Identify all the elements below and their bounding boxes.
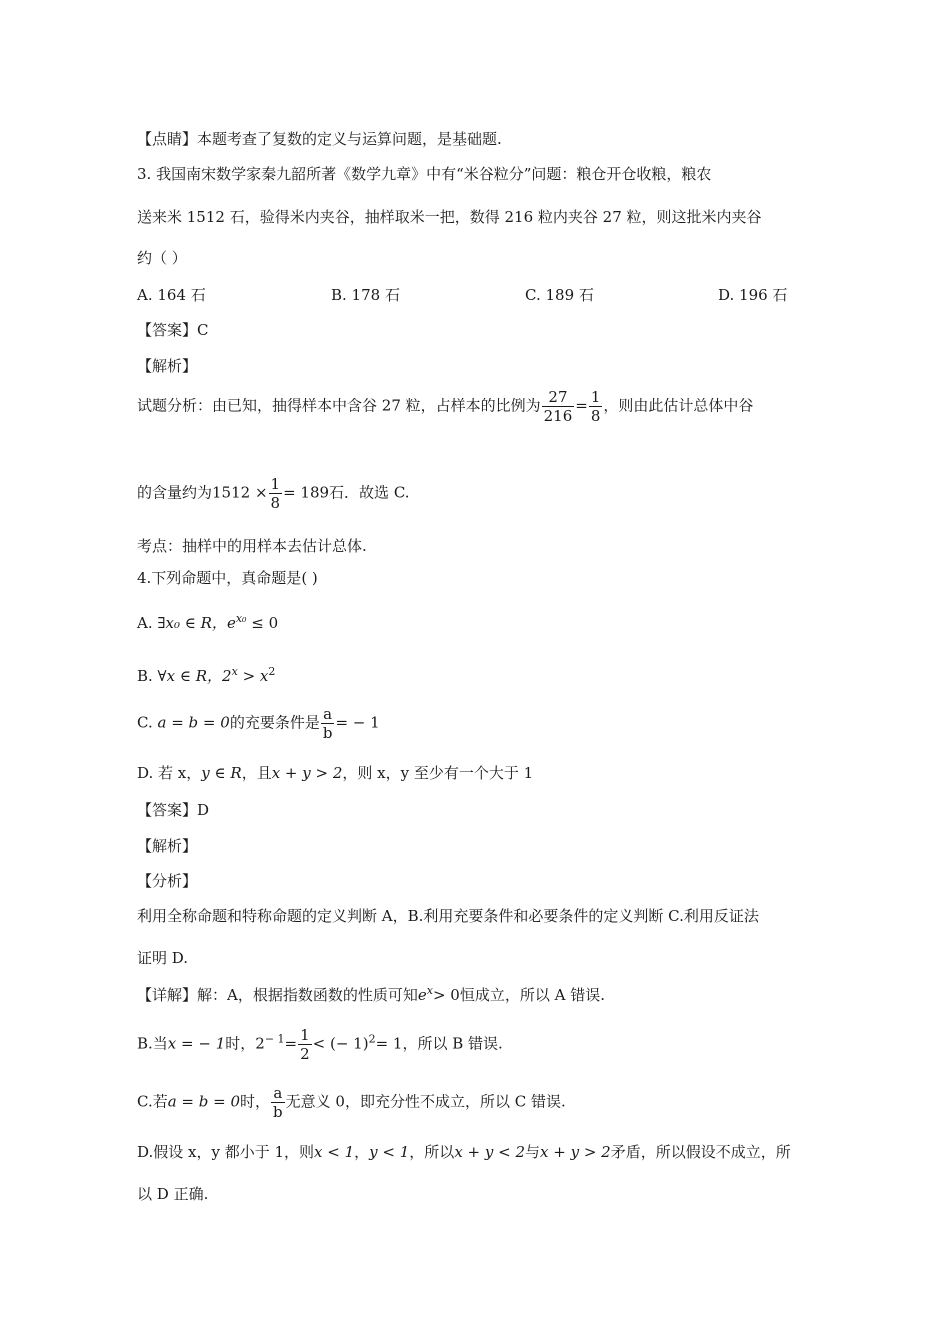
fraction-1-8 <box>269 475 283 512</box>
q4-option-c <box>137 705 380 742</box>
q3-option-c: C. 189 石 <box>525 286 594 304</box>
text-segment: 矛盾，所以假设不成立，所 <box>610 1143 791 1161</box>
question-3-line-2: 送来米 1512 石，验得米内夹谷，抽样取米一把，数得 216 粒内夹谷 27 粒，则这批米内夹谷 <box>137 208 762 226</box>
math-expression <box>227 614 247 632</box>
option-label: C. <box>137 713 153 732</box>
question-4-stem: 4.下列命题中，真命题是( ) <box>137 569 318 587</box>
fraction-1-8 <box>589 388 603 425</box>
math-expression: < (− 1) <box>312 1034 369 1053</box>
q4-option-a <box>137 612 278 633</box>
math-expression: ∃x₀ ∈ R， <box>157 614 227 632</box>
exponent: x <box>231 665 238 678</box>
math-expression: x + y < 2 <box>454 1143 525 1161</box>
option-label: B. ∀ <box>137 667 167 685</box>
math-expression: 2 <box>255 1034 265 1053</box>
text-segment: 的含量约为 <box>137 483 213 502</box>
exponent: x₀ <box>235 612 247 625</box>
text-segment: 时， <box>240 1092 271 1111</box>
text-segment: 无意义 0，即充分性不成立，所以 C 错误. <box>285 1092 566 1111</box>
fraction-denominator: b <box>322 724 333 742</box>
text-segment: 与 <box>525 1143 541 1161</box>
q3-analysis-line-1 <box>137 388 753 425</box>
text-segment: B.当 <box>137 1034 168 1053</box>
q4-fenxi-label: 【分析】 <box>137 872 198 890</box>
math-expression: a = b = 0 <box>167 1092 241 1111</box>
math-expression: 1512 × <box>212 483 268 502</box>
q4-solution-d-line-1 <box>137 1141 791 1162</box>
fraction-numerator: a <box>321 705 335 724</box>
equals-sign: = <box>575 396 588 415</box>
q3-option-a: A. 164 石 <box>137 286 206 304</box>
q3-option-b: B. 178 石 <box>331 286 400 304</box>
fraction-27-216 <box>542 388 575 425</box>
text-segment: 石．故选 C. <box>329 483 410 502</box>
text-segment: D.假设 x，y 都小于 1，则 <box>137 1143 315 1161</box>
option-label: D. 若 x， <box>137 764 202 782</box>
text-segment: ，则 x，y 至少有一个大于 1 <box>342 764 534 782</box>
fraction-a-b <box>271 1084 285 1121</box>
q3-analysis-text-post: ，则由此估计总体中谷 <box>603 396 754 415</box>
dianjing-note: 【点睛】本题考查了复数的定义与运算问题，是基础题. <box>137 130 502 148</box>
q4-xiangjie-a <box>137 984 605 1005</box>
fraction-numerator: 1 <box>300 1026 310 1044</box>
math-expression: x < 1 <box>314 1143 355 1161</box>
text-segment: 恒成立，所以 A 错误. <box>459 986 605 1004</box>
fraction-denominator: 8 <box>270 494 281 512</box>
math-expression: = − 1 <box>335 713 380 732</box>
equals-sign: = <box>284 1034 298 1053</box>
exponent: x <box>426 984 433 997</box>
q4-solution-c <box>137 1084 566 1121</box>
math-expression: = 1 <box>375 1034 403 1053</box>
math-expression: ≤ 0 <box>251 614 279 632</box>
q4-option-b <box>137 665 275 686</box>
q4-option-d <box>137 762 533 783</box>
exponent: 2 <box>268 665 276 678</box>
q3-analysis-line-2 <box>137 475 410 512</box>
math-expression: = 189 <box>283 483 330 502</box>
fraction-denominator: 216 <box>543 407 573 425</box>
text-segment: ，所以 <box>409 1143 455 1161</box>
q4-solution-d-line-2: 以 D 正确. <box>137 1185 209 1203</box>
q4-solution-b <box>137 1026 503 1063</box>
exp-base: e <box>226 614 236 632</box>
math-expression: x + y > 2 <box>271 764 343 782</box>
fraction-numerator: a <box>271 1084 285 1103</box>
q4-answer: 【答案】D <box>137 801 210 819</box>
math-expression: x + y > 2 <box>540 1143 611 1161</box>
text-segment: ，且 <box>241 764 272 782</box>
exponent: 2 <box>368 1032 376 1046</box>
q3-analysis-text-pre: 试题分析：由已知，抽得样本中含谷 27 粒，占样本的比例为 <box>137 396 541 415</box>
text-segment: 【详解】解：A，根据指数函数的性质可知 <box>137 986 418 1004</box>
exponent: − 1 <box>264 1032 285 1046</box>
q4-fenxi-line-1: 利用全称命题和特称命题的定义判断 A，B.利用充要条件和必要条件的定义判断 C.利用反证法 <box>137 907 759 925</box>
fraction-numerator: 1 <box>590 388 601 406</box>
fraction-a-b <box>321 705 335 742</box>
question-3-line-1: 3. 我国南宋数学家秦九韶所著《数学九章》中有“米谷粒分”问题：粮仓开仓收粮，粮农 <box>137 165 712 183</box>
q4-fenxi-line-2: 证明 D. <box>137 949 189 967</box>
text-segment: 的充要条件是 <box>229 713 320 732</box>
text-segment: C.若 <box>137 1092 168 1111</box>
text-segment: ， <box>354 1143 370 1161</box>
fraction-denominator: b <box>273 1103 283 1121</box>
math-expression: x ∈ R，2 <box>166 667 232 685</box>
math-expression: e <box>417 986 427 1004</box>
fraction-denominator: 2 <box>300 1045 310 1063</box>
fraction-numerator: 27 <box>542 388 575 407</box>
option-label: A. <box>137 614 153 632</box>
math-expression: y < 1 <box>369 1143 410 1161</box>
question-3-line-3: 约（ ） <box>137 249 187 267</box>
math-expression: > x <box>242 667 269 685</box>
math-expression: > 0 <box>432 986 460 1004</box>
q3-kaodian: 考点：抽样中的用样本去估计总体. <box>137 537 367 555</box>
fraction-1-2 <box>298 1026 312 1063</box>
q3-analysis-label: 【解析】 <box>137 357 198 375</box>
text-segment: ，所以 B 错误. <box>402 1034 503 1053</box>
math-expression: x = − 1 <box>167 1034 226 1053</box>
q3-answer: 【答案】C <box>137 321 209 339</box>
fraction-numerator: 1 <box>270 475 281 493</box>
text-segment: 时， <box>225 1034 256 1053</box>
fraction-denominator: 8 <box>590 407 601 425</box>
q3-option-d: D. 196 石 <box>718 286 788 304</box>
math-expression: a = b = 0 <box>157 713 230 732</box>
q4-analysis-label: 【解析】 <box>137 837 198 855</box>
math-expression: y ∈ R <box>201 764 242 782</box>
